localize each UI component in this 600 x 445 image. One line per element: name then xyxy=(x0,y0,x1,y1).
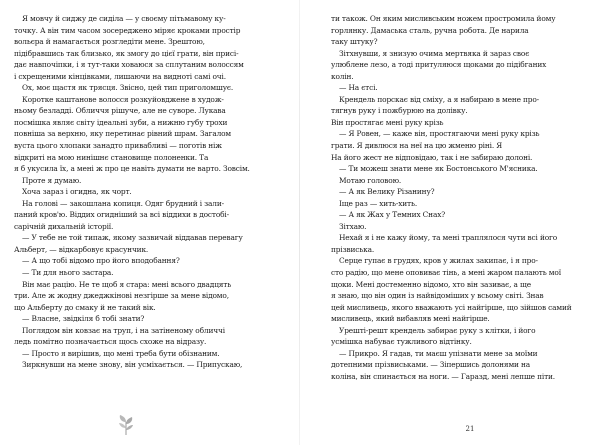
text-line: відкриті на мою нинішнє становище полоненки. Та xyxy=(14,152,209,162)
text-line: Іще раз — хить-хить. xyxy=(339,198,418,208)
text-line: Серце гупає в грудях, кров у жилах закипає, і я про- xyxy=(339,256,538,266)
text-line: Ох, моє щастя як трясця. Звісно, цей тип приголомшує. xyxy=(22,83,234,93)
text-line: ледь помітно позначається щось схоже на відразу. xyxy=(14,337,207,347)
text-line: три. Але ж жодну джеджкінові незгірше за мене відомо, xyxy=(14,291,229,301)
right-page xyxy=(331,13,584,423)
text-line: Альберт, — відкарбовує красунчик. xyxy=(14,244,149,254)
text-line: На його жест не відповідаю, так і не забираю долоні. xyxy=(331,152,533,162)
text-line: я знаю, що він один із найвідоміших у всьому світі. Знав xyxy=(331,291,544,301)
page-gutter xyxy=(299,0,300,445)
text-line: Поглядом він ковзає на труп, і на затіненому обличчі xyxy=(22,325,225,335)
text-line: дотепними прізвиськами. — Зіпершись долонями на xyxy=(331,360,531,370)
text-line: і схрещеними кінцівками, лишаючи на видноті самі очі. xyxy=(14,71,226,81)
page-number: 21 xyxy=(465,425,475,433)
text-line: усмішка набуває тужливого відтінку. xyxy=(331,337,472,347)
text-line: ти також. Он яким мисливським ножем простромила йому xyxy=(331,14,556,23)
text-line: — А що тобі відомо про його вподобання? xyxy=(22,256,180,266)
text-line: Крендель порскає від сміху, а я набираю в мене про- xyxy=(339,94,540,104)
text-line: — На єтсі. xyxy=(339,83,378,93)
text-line: дає навпочіпки, і я тут-таки ховаюся за сплутаним волоссям xyxy=(14,60,244,70)
text-line: Проте я думаю. xyxy=(22,175,82,185)
text-line: Я мовчу й сиджу де сиділа — у своєму пітьмавому ку- xyxy=(22,14,226,23)
text-line: колін. xyxy=(331,71,354,81)
text-line: Мотаю головою. xyxy=(339,175,402,185)
text-line: Зітхаю. xyxy=(339,221,367,231)
text-line: — Я Ровен, — каже він, простягаючи мені руку крізь xyxy=(339,129,540,139)
text-line: точку. А він тим часом зосереджено міряє кроками простір xyxy=(14,25,241,35)
text-line: повніша за верхню, яку перетинає рівний шрам. Загалом xyxy=(14,129,232,139)
text-line: — А як Велику Різанину? xyxy=(339,187,435,197)
text-line: сарічній дихальній історії. xyxy=(14,221,114,231)
text-line: — Просто я вирішив, що мені треба бути обізнаним. xyxy=(22,348,220,358)
text-line: тягнув руку і пожбурюю на долівку. xyxy=(331,106,468,116)
text-line: — У тебе не той типаж, якому зазвичай віддавав перевагу xyxy=(22,233,243,243)
text-line: — Прикро. Я гадав, ти маєш упізнати мене за моїми xyxy=(339,348,538,358)
text-line: прізвиська. xyxy=(331,244,375,254)
text-line: вольєра й намагається розгледіти мене. Зрештою, xyxy=(14,37,205,47)
left-page xyxy=(14,13,267,423)
text-line: горлянку. Дамаська сталь, ручна робота. Де нарила xyxy=(331,25,529,35)
text-line: мисливець, який вибавляв мені найгірше. xyxy=(331,314,490,324)
text-line: грати. Я дивлюся на неї на цю жменю ріні. Я xyxy=(331,141,503,151)
text-line: вуста цього хлопаки занадто привабливі — пoготів ніж xyxy=(14,141,222,151)
text-line: улюблене лезо, а тоді притуляюся щоками до підібганих xyxy=(331,60,547,70)
text-line: — Ти можеш знати мене як Бостонського М'ясника. xyxy=(339,164,538,174)
leaf-ornament-icon xyxy=(117,414,135,436)
text-line: Урешті-решт крендель забирає руку з клітки, і його xyxy=(339,325,536,335)
text-line: я б укусила їх, а мені ж про це навіть думати не варто. Зовсім. xyxy=(14,164,250,174)
text-line: Коротке каштанове волосся розкуйовджене в худож- xyxy=(22,94,224,104)
text-line: Хоча зараз і огидна, як чорт. xyxy=(22,187,132,197)
text-line: посмішка являє світу ідеальні зуби, а нижню губу трохи xyxy=(14,117,228,127)
text-line: коліна, він спинається на ноги. — Гаразд, мені лепше піти. xyxy=(331,371,555,381)
text-line: — А як Жах у Темних Снах? xyxy=(339,210,446,220)
text-line: Зиркнувши на мене знову, він усміхається. — Припускаю, xyxy=(22,360,243,370)
text-line: що Альберту до смаку й не такий вік. xyxy=(14,302,156,312)
text-line: Нехай я і не кажу йому, та мені траплялося чути всі його xyxy=(339,233,558,243)
text-line: таку штуку? xyxy=(331,37,378,47)
text-line: підібравшись так близько, як змогу до цієї грати, він присі- xyxy=(14,48,239,58)
text-line: сто радію, що мене оповиває тінь, а мені жаром палають мої xyxy=(331,268,561,278)
text-line: Він простягає мені руку крізь xyxy=(331,117,444,127)
text-line: ньому безладді. Обличчя рішуче, але не суворе. Лукава xyxy=(14,106,226,116)
text-line: щоки. Мені достеменно відомо, хто він зазиває, а ще xyxy=(331,279,531,289)
text-line: Зітхнувши, я знизую очима мертвяка й зараз своє xyxy=(339,48,530,58)
text-line: — Ти для нього застара. xyxy=(22,268,114,278)
text-line: На голові — закошлана копиця. Одяг брудний і зали- xyxy=(22,198,224,208)
text-line: паний кров'ю. Віддих огидніший за всі віддихи в достобі- xyxy=(14,210,229,220)
text-line: — Власне, звідкіля б тобі знати? xyxy=(22,314,145,324)
text-line: цей мисливець, якого вважають усі найгірше, що зійшов самий xyxy=(331,302,572,312)
text-line: Він має рацію. Не те щоб я стара: мені всього двадцять xyxy=(22,279,232,289)
